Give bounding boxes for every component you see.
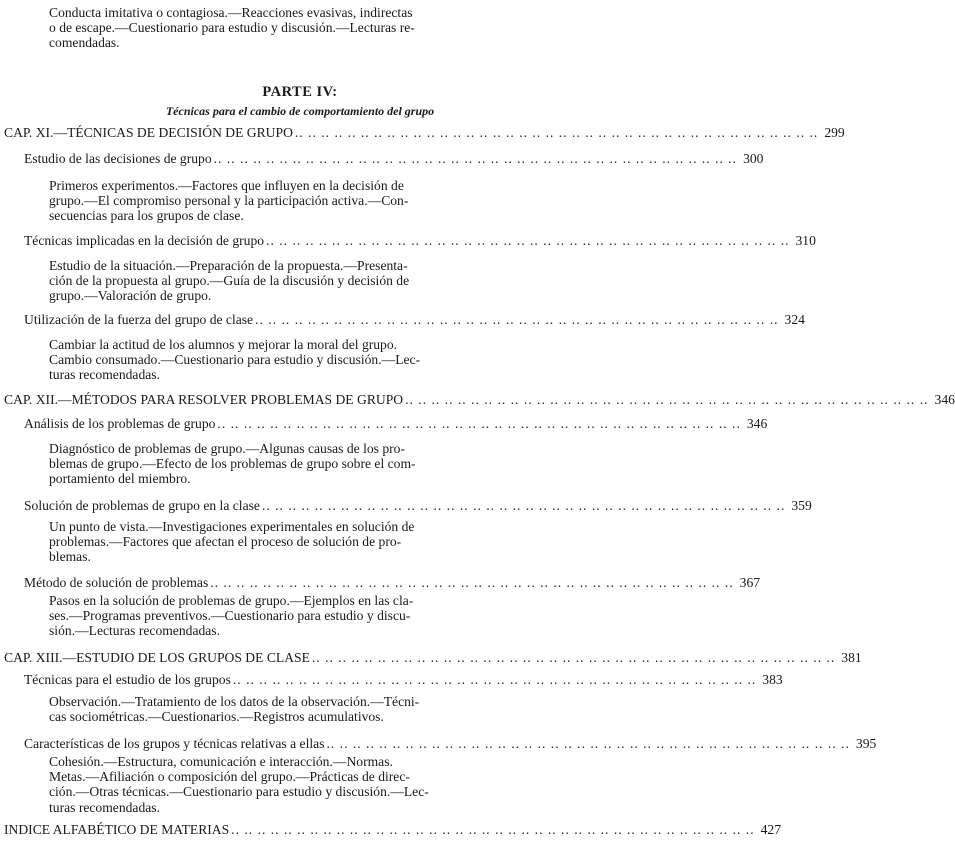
index-entry[interactable] (4, 822, 781, 837)
desc-line: cas sociométricas.—Cuestionarios.—Registros acumulativos. (49, 709, 384, 725)
desc-line: Metas.—Afiliación o composición del grupo.—Prácticas de direc- (49, 769, 410, 785)
desc-line: ses.—Programas preventivos.—Cuestionario para estudio y discu- (49, 608, 411, 624)
page-number: 427 (760, 822, 781, 837)
page-number: 359 (791, 498, 812, 513)
desc-line: Cambio consumado.—Cuestionario para estudio y discusión.—Lec- (49, 352, 421, 368)
desc-line: grupo.—Valoración de grupo. (49, 288, 212, 304)
desc-line: secuencias para los grupos de clase. (49, 208, 244, 224)
page-number: 346 (746, 416, 768, 431)
desc-line: comendadas. (49, 35, 120, 51)
section-entry[interactable] (24, 233, 816, 248)
desc-line: o de escape.—Cuestionario para estudio y discusión.—Lecturas re- (49, 20, 415, 36)
section-description (49, 593, 554, 639)
chapter-entry[interactable] (4, 125, 845, 140)
desc-line: portamiento del miembro. (49, 471, 191, 487)
section-title: Utilización de la fuerza del grupo de clase (24, 312, 254, 327)
section-title: Método de solución de problemas (24, 575, 209, 590)
section-entry[interactable] (24, 312, 805, 327)
continuation-description (49, 5, 554, 51)
section-description (49, 694, 554, 724)
page-number: 367 (739, 575, 761, 590)
chapter-entry[interactable] (4, 650, 862, 665)
page-number: 381 (841, 650, 862, 665)
chapter-title: CAP. XII.—MÉTODOS PARA RESOLVER PROBLEMAS DE GRUPO (4, 392, 404, 407)
section-entry[interactable] (24, 736, 877, 751)
desc-line: blemas de grupo.—Efecto de los problemas de grupo sobre el com- (49, 456, 416, 472)
desc-line: ción.—Otras técnicas.—Cuestionario para estudio y discusión.—Lec- (49, 784, 429, 800)
section-description (49, 519, 554, 565)
desc-line: turas recomendadas. (49, 799, 160, 815)
section-entry[interactable] (24, 498, 812, 513)
section-entry[interactable] (24, 575, 761, 590)
dot-leader: .. .. .. .. .. .. .. .. .. .. .. .. .. .. .. .. .. .. .. .. .. .. .. .. .. .. .. .. .. .. .. .. .. .. .. .. .. .. .. .. (261, 498, 786, 513)
desc-line: ción de la propuesta al grupo.—Guía de la discusión y decisión de (49, 273, 410, 289)
section-description (49, 258, 554, 304)
desc-line: Diagnóstico de problemas de grupo.—Algunas causas de los pro- (49, 441, 405, 456)
chapter-title: CAP. XIII.—ESTUDIO DE LOS GRUPOS DE CLASE (4, 650, 310, 665)
desc-line: Cambiar la actitud de los alumnos y mejorar la moral del grupo. (49, 337, 398, 352)
desc-line: Observación.—Tratamiento de los datos de la observación.—Técni- (49, 694, 420, 709)
section-entry[interactable] (24, 672, 783, 687)
dot-leader: .. .. .. .. .. .. .. .. .. .. .. .. .. .. .. .. .. .. .. .. .. .. .. .. .. .. .. .. .. .. .. .. .. .. .. .. .. .. .. .. (217, 416, 741, 431)
desc-line: Pasos en la solución de problemas de grupo.—Ejemplos en las cla- (49, 593, 414, 608)
section-title: Técnicas implicadas en la decisión de grupo (24, 233, 265, 248)
desc-line: problemas.—Factores que afectan el proceso de solución de pro- (49, 534, 402, 550)
dot-leader: .. .. .. .. .. .. .. .. .. .. .. .. .. .. .. .. .. .. .. .. .. .. .. .. .. .. .. .. .. .. .. .. .. .. .. .. .. .. .. .. (311, 650, 836, 665)
section-entry[interactable] (24, 416, 768, 431)
section-description (49, 178, 554, 224)
page-number: 300 (743, 151, 764, 166)
desc-line: grupo.—El compromiso personal y la participación activa.—Con- (49, 193, 409, 209)
section-title: Solución de problemas de grupo en la clase (24, 498, 260, 513)
desc-line: Conducta imitativa o contagiosa.—Reacciones evasivas, indirectas (49, 5, 413, 20)
page-number: 395 (855, 736, 877, 751)
page-number: 324 (784, 312, 805, 327)
desc-line: sión.—Lecturas recomendadas. (49, 623, 220, 639)
section-description (49, 441, 554, 487)
page-number: 346 (934, 392, 955, 407)
section-title: Técnicas para el estudio de los grupos (24, 672, 231, 687)
desc-line: Estudio de la situación.—Preparación de la propuesta.—Presenta- (49, 258, 408, 273)
dot-leader: .. .. .. .. .. .. .. .. .. .. .. .. .. .. .. .. .. .. .. .. .. .. .. .. .. .. .. .. .. .. .. .. .. .. .. .. .. .. .. .. (405, 392, 929, 407)
section-description (49, 337, 554, 383)
dot-leader: .. .. .. .. .. .. .. .. .. .. .. .. .. .. .. .. .. .. .. .. .. .. .. .. .. .. .. .. .. .. .. .. .. .. .. .. .. .. .. .. (231, 822, 755, 837)
page-number: 299 (824, 125, 845, 140)
page-number: 310 (795, 233, 816, 248)
dot-leader: .. .. .. .. .. .. .. .. .. .. .. .. .. .. .. .. .. .. .. .. .. .. .. .. .. .. .. .. .. .. .. .. .. .. .. .. .. .. .. .. (266, 233, 790, 248)
section-title: Características de los grupos y técnicas relativas a ellas (24, 736, 325, 751)
index-title: INDICE ALFABÉTICO DE MATERIAS (4, 822, 230, 837)
dot-leader: .. .. .. .. .. .. .. .. .. .. .. .. .. .. .. .. .. .. .. .. .. .. .. .. .. .. .. .. .. .. .. .. .. .. .. .. .. .. .. .. (210, 575, 734, 590)
page-number: 383 (762, 672, 783, 687)
desc-line: Un punto de vista.—Investigaciones experimentales en solución de (49, 519, 415, 534)
dot-leader: .. .. .. .. .. .. .. .. .. .. .. .. .. .. .. .. .. .. .. .. .. .. .. .. .. .. .. .. .. .. .. .. .. .. .. .. .. .. .. .. (255, 312, 779, 327)
dot-leader: .. .. .. .. .. .. .. .. .. .. .. .. .. .. .. .. .. .. .. .. .. .. .. .. .. .. .. .. .. .. .. .. .. .. .. .. .. .. .. .. (232, 672, 757, 687)
section-description (49, 754, 554, 815)
dot-leader: .. .. .. .. .. .. .. .. .. .. .. .. .. .. .. .. .. .. .. .. .. .. .. .. .. .. .. .. .. .. .. .. .. .. .. .. .. .. .. .. (213, 151, 738, 166)
part-subtitle: Técnicas para el cambio de comportamiento del grupo (165, 104, 435, 118)
dot-leader: .. .. .. .. .. .. .. .. .. .. .. .. .. .. .. .. .. .. .. .. .. .. .. .. .. .. .. .. .. .. .. .. .. .. .. .. .. .. .. .. (326, 736, 850, 751)
chapter-entry[interactable] (4, 392, 955, 407)
part-title: PARTE IV: (262, 84, 338, 100)
section-title: Estudio de las decisiones de grupo (24, 151, 212, 166)
chapter-title: CAP. XI.—TÉCNICAS DE DECISIÓN DE GRUPO (4, 125, 293, 140)
desc-line: blemas. (49, 549, 91, 565)
desc-line: Primeros experimentos.—Factores que influyen en la decisión de (49, 178, 404, 193)
dot-leader: .. .. .. .. .. .. .. .. .. .. .. .. .. .. .. .. .. .. .. .. .. .. .. .. .. .. .. .. .. .. .. .. .. .. .. .. .. .. .. .. (294, 125, 819, 140)
section-title: Análisis de los problemas de grupo (24, 416, 216, 431)
desc-line: Cohesión.—Estructura, comunicación e interacción.—Normas. (49, 754, 393, 769)
section-entry[interactable] (24, 151, 764, 166)
desc-line: turas recomendadas. (49, 367, 160, 383)
